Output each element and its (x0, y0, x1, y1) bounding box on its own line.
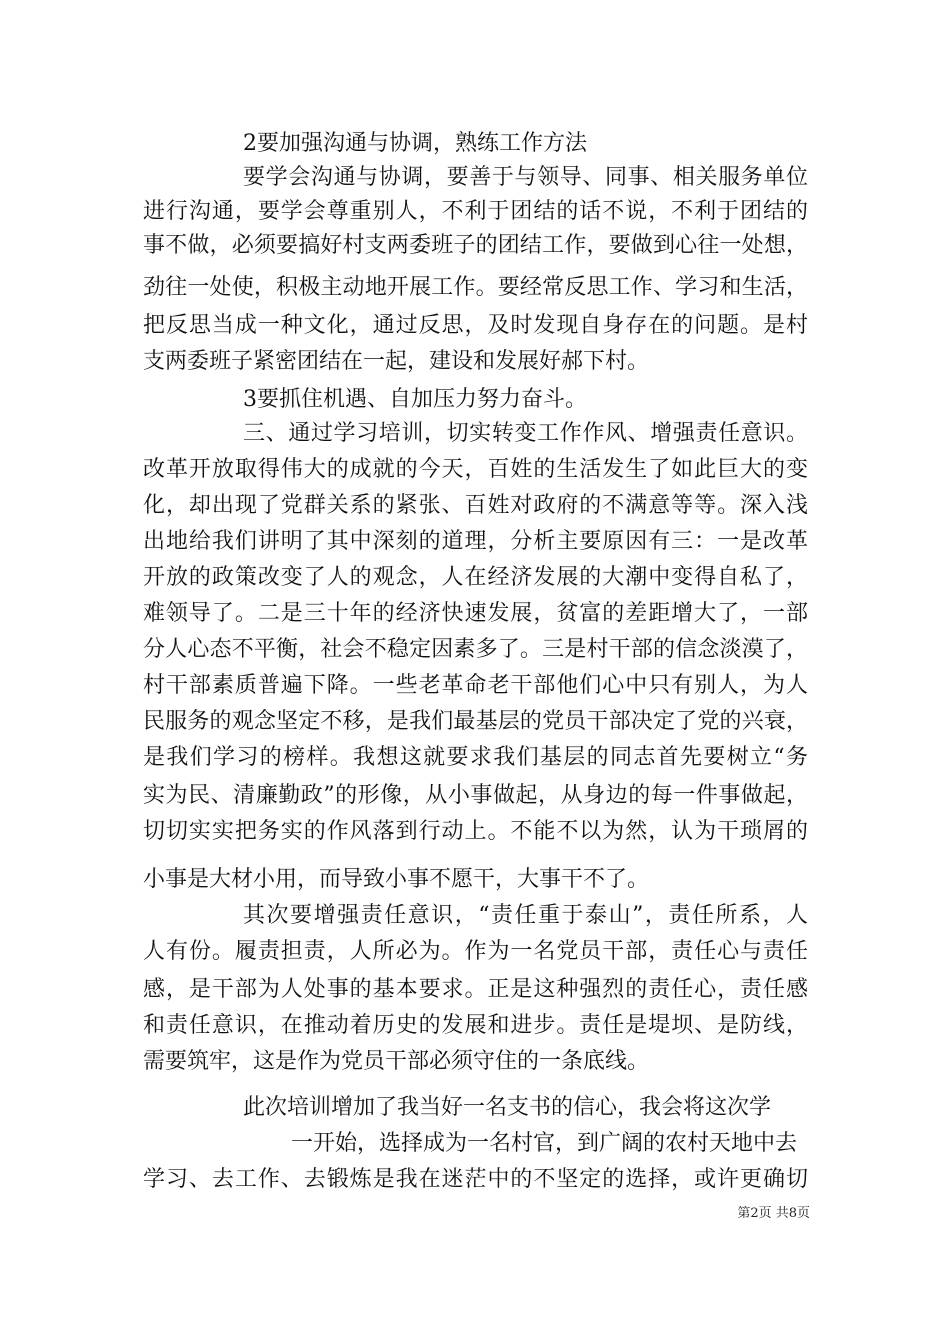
text-line: 小事是大材小用，而导致小事不愿干，大事干不了。 (143, 867, 650, 892)
text-line: 3要抓住机遇、自加压力努力奋斗。 (243, 387, 587, 412)
text-line: 此次培训增加了我当好一名支书的信心，我会将这次学 (243, 1095, 772, 1120)
text-line: 改革开放取得伟大的成就的今天，百姓的生活发生了如此巨大的变 (143, 457, 808, 482)
text-line: 需要筑牢，这是作为党员干部必须守住的一条底线。 (143, 1049, 650, 1074)
text-line: 民服务的观念坚定不移，是我们最基层的党员干部决定了党的兴衰， (143, 709, 808, 734)
text-line: 劲往一处使，积极主动地开展工作。要经常反思工作、学习和生活， (143, 275, 808, 300)
text-line: 三、通过学习培训，切实转变工作作风、增强责任意识。 (243, 421, 808, 446)
text-line: 事不做，必须要搞好村支两委班子的团结工作，要做到心往一处想， (143, 233, 808, 258)
text-line: 切切实实把务实的作风落到行动上。不能不以为然，认为干琐屑的 (143, 819, 808, 844)
text-line: 感，是干部为人处事的基本要求。正是这种强烈的责任心，责任感 (143, 977, 808, 1002)
text-line: 其次要增强责任意识，“责任重于泰山”，责任所系，人 (243, 903, 808, 928)
text-line: 一开始，选择成为一名村官，到广阔的农村天地中去 (291, 1131, 798, 1156)
text-line: 把反思当成一种文化，通过反思，及时发现自身存在的问题。是村 (143, 313, 808, 338)
text-line: 村干部素质普遍下降。一些老革命老干部他们心中只有别人，为人 (143, 673, 808, 698)
text-line: 人有份。履责担责，人所必为。作为一名党员干部，责任心与责任 (143, 939, 808, 964)
text-line: 化，却出现了党群关系的紧张、百姓对政府的不满意等等。深入浅 (143, 493, 808, 518)
page-number-footer: 第2页 共8页 (737, 1206, 810, 1221)
text-line: 实为民、清廉勤政”的形像，从小事做起，从身边的每一件事做起， (143, 783, 808, 808)
text-line: 进行沟通，要学会尊重别人，不利于团结的话不说，不利于团结的 (143, 199, 808, 224)
text-line: 支两委班子紧密团结在一起，建设和发展好郝下村。 (143, 349, 650, 374)
text-line: 分人心态不平衡，社会不稳定因素多了。三是村干部的信念淡漠了， (143, 637, 808, 662)
text-line: 要学会沟通与协调，要善于与领导、同事、相关服务单位 (243, 165, 808, 190)
text-line: 2要加强沟通与协调，熟练工作方法 (243, 131, 587, 156)
text-line: 难领导了。二是三十年的经济快速发展，贫富的差距增大了，一部 (143, 601, 808, 626)
text-line: 和责任意识，在推动着历史的发展和进步。责任是堤坝、是防线， (143, 1013, 808, 1038)
text-line: 开放的政策改变了人的观念，人在经济发展的大潮中变得自私了， (143, 565, 808, 590)
text-line: 是我们学习的榜样。我想这就要求我们基层的同志首先要树立“务 (143, 745, 808, 770)
text-line: 出地给我们讲明了其中深刻的道理，分析主要原因有三：一是改革 (143, 529, 808, 554)
text-line: 学习、去工作、去锻炼是我在迷茫中的不坚定的选择，或许更确切 (143, 1167, 808, 1192)
